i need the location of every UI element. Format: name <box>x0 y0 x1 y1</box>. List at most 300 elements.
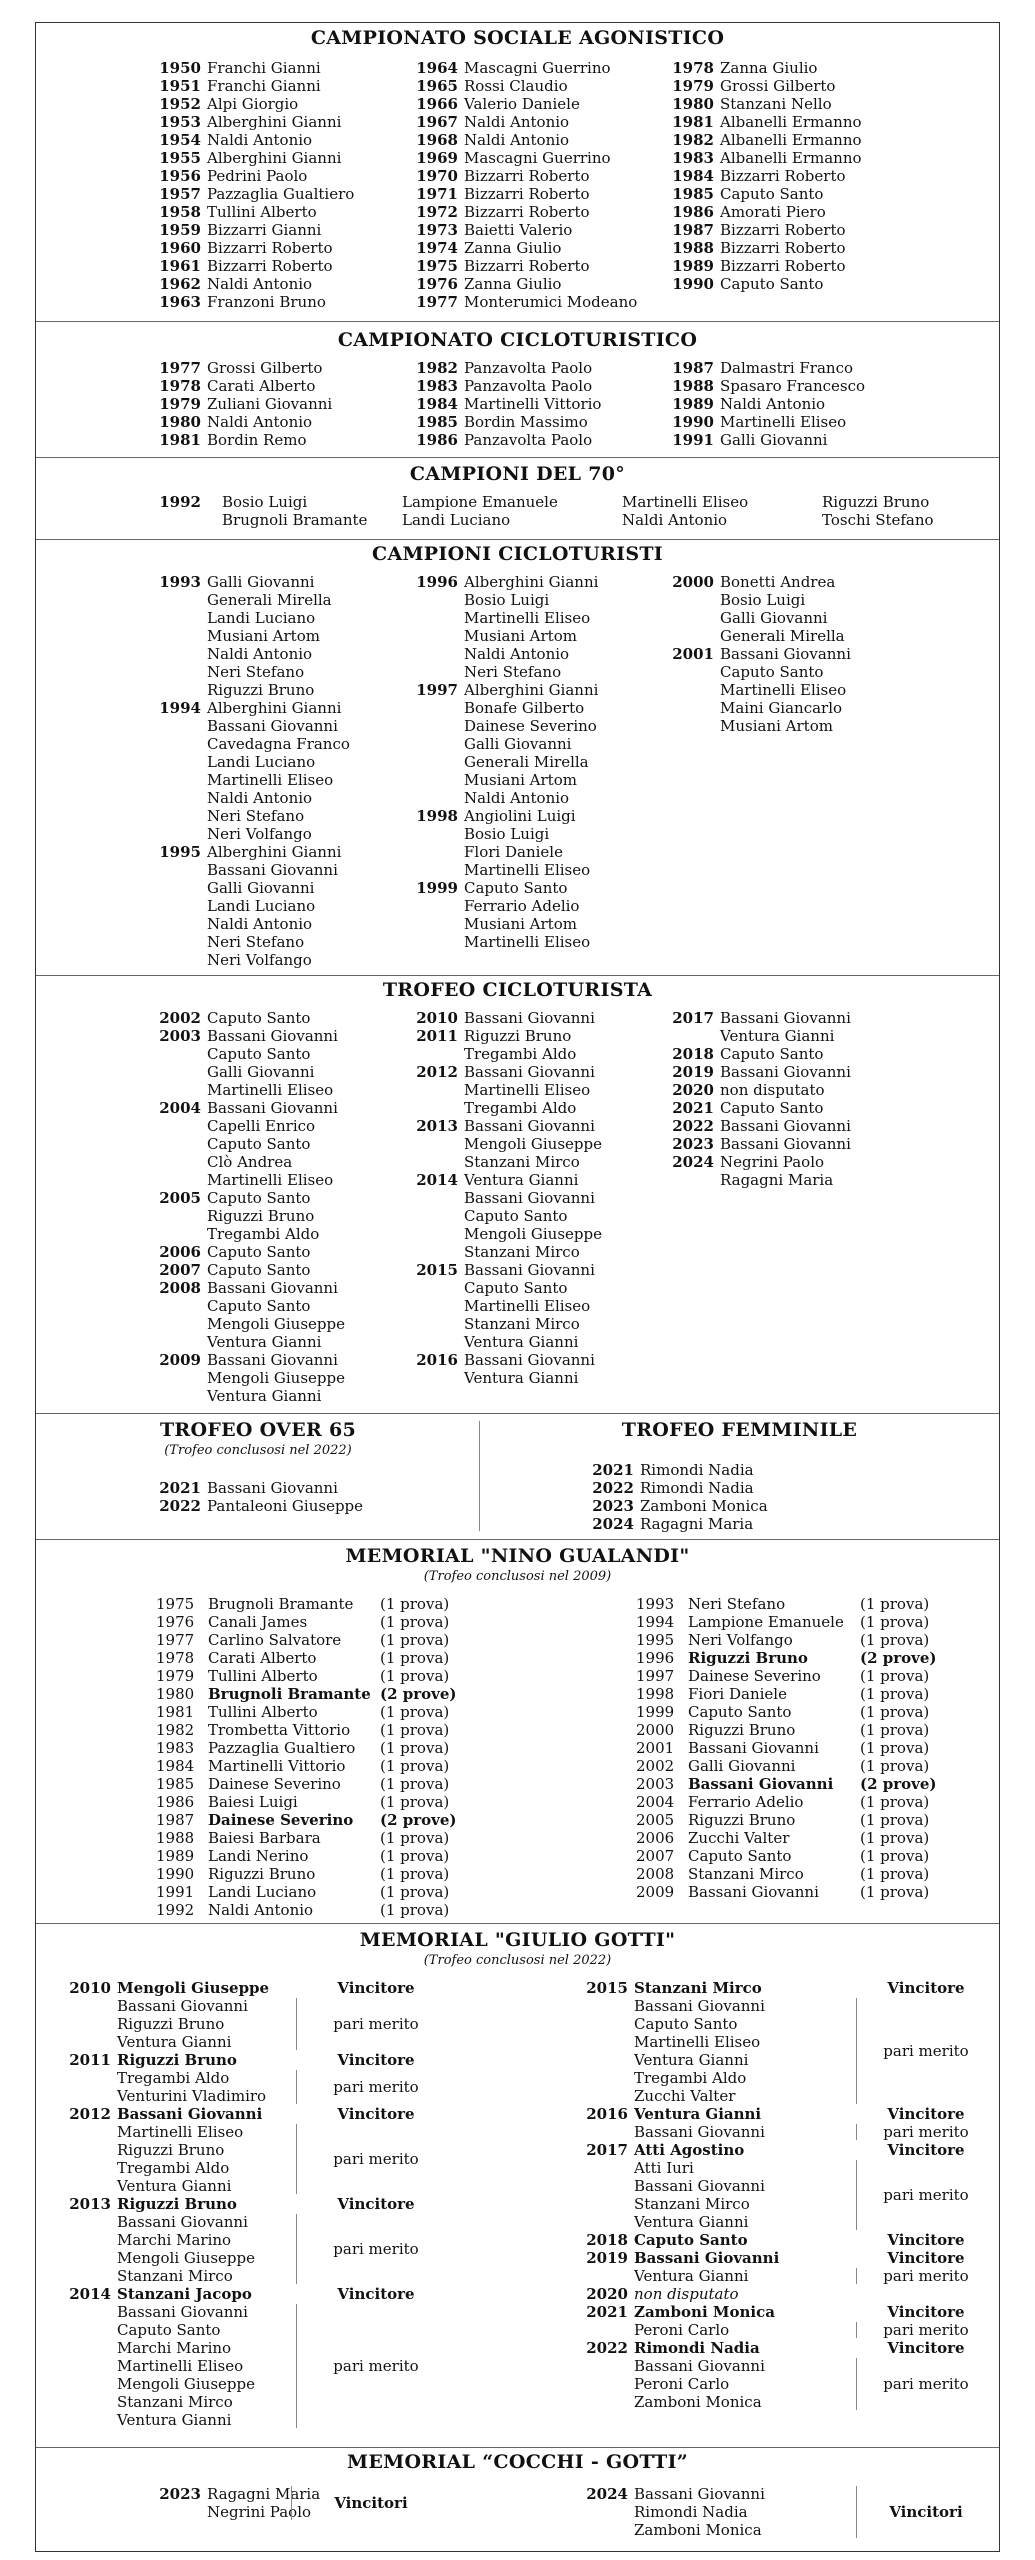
name: Naldi Antonio <box>207 275 313 293</box>
year: 2015 <box>416 1261 458 1279</box>
list-item <box>151 413 332 431</box>
name: Riguzzi Bruno <box>688 1811 796 1829</box>
year: 2014 <box>69 2285 111 2303</box>
year: 2008 <box>159 1279 201 1297</box>
name: Galli Giovanni <box>720 431 828 449</box>
list-item <box>151 203 354 221</box>
list-item <box>151 825 350 843</box>
list-item <box>584 1515 768 1533</box>
year: 2022 <box>159 1497 201 1515</box>
list-item <box>636 1883 937 1901</box>
name: Carati Alberto <box>208 1649 317 1667</box>
list-item <box>151 591 350 609</box>
list-item <box>636 1865 937 1883</box>
list-item <box>408 933 598 951</box>
name: Martinelli Eliseo <box>207 1171 334 1189</box>
list-item <box>151 897 350 915</box>
name: Musiani Artom <box>207 627 320 645</box>
list-item <box>664 573 851 591</box>
bracket-line <box>296 2214 297 2284</box>
name: Zamboni Monica <box>634 2521 762 2539</box>
name: Naldi Antonio <box>207 789 313 807</box>
name: Alberghini Gianni <box>207 113 342 131</box>
year: 2004 <box>159 1099 201 1117</box>
name: Bassani Giovanni <box>634 2485 765 2503</box>
name: Generali Mirella <box>720 627 845 645</box>
list-item <box>151 789 350 807</box>
name: Bosio Luigi <box>464 591 550 609</box>
year: 2016 <box>416 1351 458 1369</box>
name: Caputo Santo <box>464 1279 568 1297</box>
year: 2003 <box>636 1775 675 1793</box>
name: Landi Luciano <box>208 1883 317 1901</box>
year <box>408 1315 464 1333</box>
prove-count: (1 prova) <box>380 1739 450 1757</box>
pari-merito-label: pari merito <box>883 2321 969 2339</box>
list-item <box>664 681 851 699</box>
year <box>151 1369 207 1387</box>
name: Brugnoli Bramante <box>208 1685 371 1703</box>
year: 1986 <box>672 203 714 221</box>
list-item <box>408 1279 602 1297</box>
list-item <box>408 609 598 627</box>
year <box>151 645 207 663</box>
year: 2023 <box>672 1135 714 1153</box>
list-item <box>408 663 598 681</box>
year <box>408 1045 464 1063</box>
list-item <box>664 113 862 131</box>
list-item <box>408 789 598 807</box>
year: 1970 <box>416 167 458 185</box>
list-item <box>151 1387 345 1405</box>
year: 1980 <box>672 95 714 113</box>
list-item <box>156 1613 457 1631</box>
year <box>151 681 207 699</box>
name: Bassani Giovanni <box>720 1009 851 1027</box>
s1-col-3 <box>664 59 862 293</box>
year <box>664 681 720 699</box>
subtitle-over-65: (Trofeo conclusosi nel 2022) <box>164 1443 352 1458</box>
list-item <box>151 735 350 753</box>
other-name: Bassani Giovanni <box>117 2213 248 2231</box>
other-name: Bassani Giovanni <box>634 2177 765 2195</box>
list-item <box>408 431 601 449</box>
year: 2010 <box>69 1979 111 1997</box>
other-name: Mengoli Giuseppe <box>117 2249 255 2267</box>
name: Martinelli Vittorio <box>464 395 602 413</box>
name: Bizzarri Roberto <box>207 257 333 275</box>
pari-merito-label: pari merito <box>333 2240 419 2258</box>
name: Landi Nerino <box>208 1847 309 1865</box>
list-item <box>151 879 350 897</box>
winner-name: Riguzzi Bruno <box>117 2051 237 2069</box>
year <box>408 915 464 933</box>
year: 2009 <box>636 1883 675 1901</box>
winner-name: Atti Agostino <box>634 2141 745 2159</box>
year: 1980 <box>156 1685 195 1703</box>
name: Bizzarri Roberto <box>464 257 590 275</box>
name: Bassani Giovanni <box>688 1775 834 1793</box>
s5-col-2 <box>408 1009 602 1387</box>
other-name: Tregambi Aldo <box>634 2069 747 2087</box>
list-item <box>664 377 865 395</box>
name: Mengoli Giuseppe <box>464 1225 602 1243</box>
name: Zamboni Monica <box>640 1497 768 1515</box>
list-item <box>151 149 354 167</box>
list-item <box>408 1297 602 1315</box>
name: Lampione Emanuele <box>402 493 558 511</box>
name: Zuliani Giovanni <box>207 395 333 413</box>
list-item <box>664 395 865 413</box>
list-item <box>151 609 350 627</box>
name: Martinelli Eliseo <box>464 1297 591 1315</box>
list-item <box>664 645 851 663</box>
year <box>151 1045 207 1063</box>
list-item <box>156 1775 457 1793</box>
year: 1968 <box>416 131 458 149</box>
year: 1951 <box>159 77 201 95</box>
year <box>151 897 207 915</box>
winner-name: Mengoli Giuseppe <box>117 1979 270 1997</box>
title-memorial-giulio-gotti: MEMORIAL "GIULIO GOTTI" <box>359 1929 676 1951</box>
list-item <box>156 1793 457 1811</box>
prove-count: (1 prova) <box>380 1595 450 1613</box>
list-item <box>156 1667 457 1685</box>
list-item <box>408 825 598 843</box>
year <box>408 699 464 717</box>
year <box>408 645 464 663</box>
other-name: Ventura Gianni <box>117 2033 232 2051</box>
year: 2002 <box>636 1757 675 1775</box>
list-item <box>151 1369 345 1387</box>
list-item <box>151 95 354 113</box>
year: 1964 <box>416 59 458 77</box>
name: Grossi Gilberto <box>720 77 836 95</box>
name: Bizzarri Roberto <box>720 239 846 257</box>
name: Galli Giovanni <box>464 735 572 753</box>
list-item <box>636 1811 937 1829</box>
year <box>151 1117 207 1135</box>
name: Neri Stefano <box>207 663 305 681</box>
name: Alberghini Gianni <box>207 843 342 861</box>
year: 1952 <box>159 95 201 113</box>
name: Bassani Giovanni <box>688 1739 819 1757</box>
year: 2008 <box>636 1865 675 1883</box>
other-name: Martinelli Eliseo <box>117 2123 244 2141</box>
list-item <box>408 1369 602 1387</box>
prove-count: (1 prova) <box>860 1865 930 1883</box>
year: 1979 <box>159 395 201 413</box>
list-item <box>664 239 862 257</box>
prove-count: (1 prova) <box>380 1883 450 1901</box>
other-name: Tregambi Aldo <box>117 2069 230 2087</box>
list-item <box>408 915 598 933</box>
year: 1960 <box>159 239 201 257</box>
name: Bordin Massimo <box>464 413 588 431</box>
list-item <box>156 1649 457 1667</box>
s1-col-1 <box>151 59 354 311</box>
year <box>408 609 464 627</box>
title-campioni-cicloturisti: CAMPIONI CICLOTURISTI <box>372 543 663 565</box>
result-label: Vincitore <box>337 2105 415 2123</box>
name: Negrini Paolo <box>207 2503 312 2521</box>
list-item <box>664 1153 851 1171</box>
name: Alberghini Gianni <box>207 699 342 717</box>
name: Caputo Santo <box>720 1099 824 1117</box>
other-name: Marchi Marino <box>117 2339 232 2357</box>
name: Bizzarri Roberto <box>464 167 590 185</box>
list-item <box>408 717 598 735</box>
year: 1982 <box>156 1721 195 1739</box>
prove-count: (2 prove) <box>860 1775 937 1793</box>
name: Rossi Claudio <box>464 77 568 95</box>
name: Baietti Valerio <box>464 221 573 239</box>
year: 1954 <box>159 131 201 149</box>
name: Bassani Giovanni <box>207 1279 338 1297</box>
name: Ferrario Adelio <box>688 1793 804 1811</box>
name: Stanzani Mirco <box>464 1243 580 1261</box>
result-label: Vincitore <box>887 1979 965 1997</box>
list-item <box>408 59 637 77</box>
name: non disputato <box>720 1081 825 1099</box>
prove-count: (1 prova) <box>380 1721 450 1739</box>
result-label: Vincitore <box>887 2249 965 2267</box>
list-item <box>151 1497 363 1515</box>
year: 1979 <box>672 77 714 95</box>
name: Alberghini Gianni <box>464 573 599 591</box>
list-item <box>151 1243 345 1261</box>
list-item <box>408 645 598 663</box>
name: Bassani Giovanni <box>464 1189 595 1207</box>
year <box>408 1243 464 1261</box>
year <box>408 861 464 879</box>
year <box>151 861 207 879</box>
year <box>408 1099 464 1117</box>
name: Ventura Gianni <box>720 1027 835 1045</box>
list-item <box>636 1613 937 1631</box>
prove-count: (1 prova) <box>380 1775 450 1793</box>
name: Martinelli Vittorio <box>208 1757 346 1775</box>
year: 1976 <box>156 1613 195 1631</box>
list-item <box>664 95 862 113</box>
list-item <box>156 1595 457 1613</box>
bracket-line <box>856 2322 857 2338</box>
list-item <box>408 203 637 221</box>
year: 2004 <box>636 1793 675 1811</box>
year: 1985 <box>672 185 714 203</box>
year: 1966 <box>416 95 458 113</box>
list-item <box>151 1009 345 1027</box>
prove-count: (1 prova) <box>860 1631 930 1649</box>
year <box>151 933 207 951</box>
year: 1962 <box>159 275 201 293</box>
year <box>151 1171 207 1189</box>
list-item <box>408 185 637 203</box>
name: Naldi Antonio <box>207 915 313 933</box>
name: Caputo Santo <box>207 1297 311 1315</box>
year: 1983 <box>672 149 714 167</box>
list-item <box>408 1225 602 1243</box>
list-item <box>636 1631 937 1649</box>
name: Mengoli Giuseppe <box>207 1369 345 1387</box>
year: 1989 <box>672 395 714 413</box>
pari-merito-label: pari merito <box>883 2123 969 2141</box>
result-label: Vincitore <box>337 2051 415 2069</box>
other-name: Bassani Giovanni <box>634 1997 765 2015</box>
year: 1978 <box>672 59 714 77</box>
list-item <box>408 1315 602 1333</box>
year <box>151 1207 207 1225</box>
name: Albanelli Ermanno <box>720 149 862 167</box>
title-campionato-cicloturistico: CAMPIONATO CICLOTURISTICO <box>337 329 698 351</box>
list-item <box>156 1721 457 1739</box>
list-item <box>408 239 637 257</box>
name: Brugnoli Bramante <box>208 1595 354 1613</box>
name: Franzoni Bruno <box>207 293 326 311</box>
list-item <box>408 753 598 771</box>
year: 1997 <box>416 681 458 699</box>
name: Bassani Giovanni <box>207 1027 338 1045</box>
name: Martinelli Eliseo <box>207 771 334 789</box>
name: Riguzzi Bruno <box>688 1721 796 1739</box>
year <box>664 627 720 645</box>
year: 1969 <box>416 149 458 167</box>
list-item <box>408 1135 602 1153</box>
list-item <box>151 933 350 951</box>
year: 1975 <box>156 1595 195 1613</box>
list-item <box>151 1189 345 1207</box>
year <box>408 1207 464 1225</box>
year <box>151 915 207 933</box>
divider <box>36 2447 999 2448</box>
year: 1959 <box>159 221 201 239</box>
list-item <box>664 1009 851 1027</box>
winner-name: Zamboni Monica <box>634 2303 775 2321</box>
year: 1990 <box>672 413 714 431</box>
name: Bassani Giovanni <box>688 1883 819 1901</box>
prove-count: (1 prova) <box>860 1847 930 1865</box>
year: 2013 <box>69 2195 111 2213</box>
list-item <box>584 1461 768 1479</box>
name: Mengoli Giuseppe <box>464 1135 602 1153</box>
title-trofeo-femminile: TROFEO FEMMINILE <box>621 1419 858 1441</box>
list-item <box>664 59 862 77</box>
name: Grossi Gilberto <box>207 359 323 377</box>
result-label: Vincitore <box>887 2339 965 2357</box>
list-item <box>151 257 354 275</box>
year: 2023 <box>592 1497 634 1515</box>
other-name: Peroni Carlo <box>634 2321 730 2339</box>
year <box>408 1369 464 1387</box>
year: 2015 <box>586 1979 628 1997</box>
divider <box>36 457 999 458</box>
list-item <box>151 1153 345 1171</box>
year: 2018 <box>586 2231 628 2249</box>
year <box>151 1315 207 1333</box>
s4-col-2 <box>408 573 598 951</box>
name: Mengoli Giuseppe <box>207 1315 345 1333</box>
name: Mascagni Guerrino <box>464 59 611 77</box>
winner-name: Ventura Gianni <box>634 2105 762 2123</box>
year: 2001 <box>672 645 714 663</box>
pari-merito-label: pari merito <box>333 2078 419 2096</box>
list-item <box>151 681 350 699</box>
year: 1971 <box>416 185 458 203</box>
year <box>408 663 464 681</box>
year: 1982 <box>416 359 458 377</box>
prove-count: (1 prova) <box>860 1883 930 1901</box>
list-item <box>151 185 354 203</box>
name: Bordin Remo <box>207 431 307 449</box>
list-item <box>664 185 862 203</box>
list-item <box>151 717 350 735</box>
list-item <box>408 1063 602 1081</box>
list-item <box>151 1171 345 1189</box>
year: 2001 <box>636 1739 675 1757</box>
s1-col-2 <box>408 59 637 311</box>
winner-name: Bassani Giovanni <box>634 2249 780 2267</box>
year <box>151 1387 207 1405</box>
year: 1972 <box>416 203 458 221</box>
s6-left-list <box>151 1479 363 1515</box>
prove-count: (1 prova) <box>380 1901 450 1919</box>
name: Dainese Severino <box>208 1811 354 1829</box>
name: Landi Luciano <box>402 511 511 529</box>
year: 2006 <box>636 1829 675 1847</box>
prove-count: (1 prova) <box>860 1793 930 1811</box>
name: Angiolini Luigi <box>464 807 576 825</box>
list-item <box>408 131 637 149</box>
cocchi-left <box>151 2485 531 2545</box>
name: Bizzarri Roberto <box>464 203 590 221</box>
name: Spasaro Francesco <box>720 377 866 395</box>
bracket-line <box>856 1998 857 2104</box>
list-item <box>408 1045 602 1063</box>
year: 2006 <box>159 1243 201 1261</box>
list-item <box>156 1883 457 1901</box>
name: Ventura Gianni <box>207 1387 322 1405</box>
year: 1991 <box>672 431 714 449</box>
name: Bassani Giovanni <box>464 1063 595 1081</box>
name: Zanna Giulio <box>720 59 818 77</box>
list-item <box>151 951 350 969</box>
other-name: Bassani Giovanni <box>634 2357 765 2375</box>
list-item <box>408 1351 602 1369</box>
other-name: Riguzzi Bruno <box>117 2141 225 2159</box>
list-item <box>151 359 332 377</box>
prove-count: (2 prove) <box>380 1685 457 1703</box>
list-item <box>151 1279 345 1297</box>
list-item <box>664 431 865 449</box>
year: 2018 <box>672 1045 714 1063</box>
year <box>408 789 464 807</box>
name: Ventura Gianni <box>464 1369 579 1387</box>
bracket-line <box>856 2160 857 2230</box>
list-item <box>156 1865 457 1883</box>
year <box>151 627 207 645</box>
list-item <box>664 591 851 609</box>
list-item <box>408 1207 602 1225</box>
year <box>151 1225 207 1243</box>
list-item <box>636 1847 937 1865</box>
list-item <box>151 1479 363 1497</box>
name: Bassani Giovanni <box>464 1009 595 1027</box>
year: 2021 <box>159 1479 201 1497</box>
year <box>408 897 464 915</box>
winner-name: Stanzani Mirco <box>634 1979 762 1997</box>
name: Caputo Santo <box>720 1045 824 1063</box>
name: Bizzarri Roberto <box>207 239 333 257</box>
